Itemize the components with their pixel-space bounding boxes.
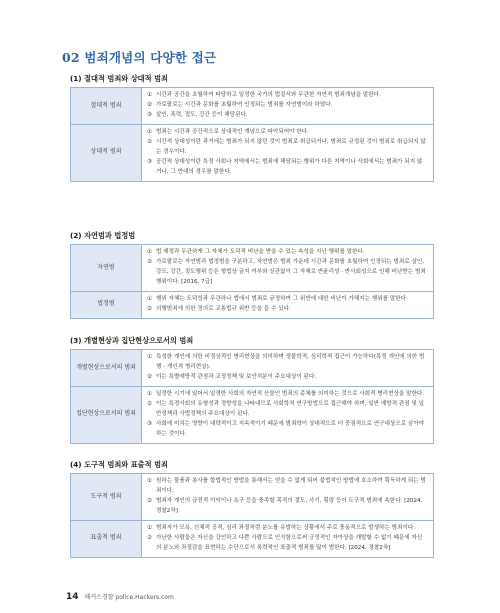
item-text: 이는 특정사회의 유형성과 경향성을 나타내므로 사회학적 연구방법으로 접근해야 하며, 일반 예방적 관점 및 일반정책과 사법정책의 주요대상이 된다. [156, 400, 425, 417]
item-number: ① [147, 128, 153, 135]
row-content [142, 474, 434, 521]
list-item [147, 353, 427, 373]
row-label: 절대적 범죄 [71, 88, 142, 125]
list-item [147, 390, 427, 400]
item-number: ① [147, 92, 153, 98]
item-text: 이는 특별예방적 관점과 교정정책 및 보안처분이 주요대상이 된다. [156, 373, 317, 380]
item-number: ② [147, 373, 153, 380]
row-label: 표출적 범죄 [71, 520, 142, 557]
list-item [147, 91, 427, 101]
item-number: ① [147, 524, 153, 531]
row-content [142, 520, 434, 557]
item-text: 일정한 시기에 있어서 일정한 사회의 자연적 산물인 범죄의 총체를 의미하는 것으로 사회적 병리현상을 말한다. [156, 390, 425, 397]
item-number: ① [147, 249, 153, 255]
item-text: 행위 자체는 도덕성과 무관하나 법에서 범죄로 규정하여 그 위반에 대한 비난이 가해지는 행위를 말한다. [156, 295, 408, 302]
section-heading-absolute-relative: (1) 절대적 범죄와 상대적 범죄 [70, 74, 168, 83]
list-item [147, 305, 427, 315]
table-row [71, 350, 434, 387]
table-row [71, 245, 434, 292]
list-item [147, 248, 427, 258]
table-row [71, 520, 434, 557]
table-row [71, 88, 434, 125]
item-number: ② [147, 534, 153, 541]
row-label: 도구적 범죄 [71, 474, 142, 521]
page-number: 14 [66, 592, 79, 602]
table-row [71, 124, 434, 181]
item-number: ③ [147, 158, 153, 165]
list-item [147, 400, 427, 420]
item-text: 의행범죄에 의한 정의로 교통법규 위반 등을 들 수 있다. [156, 305, 291, 312]
list-item [147, 158, 427, 178]
list-item [147, 101, 427, 111]
list-item [147, 138, 427, 158]
row-content [142, 350, 434, 387]
list-item [147, 373, 427, 383]
row-label: 법정범 [71, 291, 142, 318]
item-text: 시간적 상대성이란 과거에는 범죄가 되지 않던 것이 범죄로 취급되거나, 범죄로 규정된 것이 범죄로 취급되지 않는 경우이다. [156, 138, 426, 155]
table-natural-statutory-crime [70, 244, 434, 319]
item-text: 사회에 미치는 영향이 대략적이고 지속적이기 때문에 범죄학이 상대적으로 더 중점적으로 연구대상으로 삼아야 하는 것이다. [156, 420, 425, 437]
row-content [142, 386, 434, 443]
item-number: ③ [147, 111, 153, 118]
table-row [71, 474, 434, 521]
item-number: ② [147, 497, 153, 504]
item-number: ② [147, 305, 153, 312]
item-number: ① [147, 354, 153, 360]
list-item [147, 524, 427, 534]
section-heading-individual-collective: (3) 개별현상과 집단현상으로서의 범죄 [70, 336, 194, 345]
table-row [71, 291, 434, 318]
item-number: ② [147, 138, 153, 145]
item-number: ③ [147, 420, 153, 427]
row-label: 상대적 범죄 [71, 124, 142, 181]
item-number: ② [147, 258, 153, 265]
table-row [71, 386, 434, 443]
section-heading-natural-statutory: (2) 자연범과 법정범 [70, 231, 136, 240]
item-text: 공간적 상대성이란 특정 사회나 지역에서는 범죄에 해당되는 행위가 다른 지역이나 사회에서는 범죄가 되지 않거나, 그 반대의 경우를 말한다. [156, 158, 423, 175]
item-text: 가로팔로는 시간과 문화를 초월하여 인정되는 범죄를 자연범이라 하였다. [156, 101, 333, 108]
list-item [147, 420, 427, 440]
table-absolute-relative-crime [70, 87, 434, 182]
table-instrumental-expressive-crime [70, 473, 434, 558]
item-number: ② [147, 400, 153, 407]
item-text: 시간과 공간을 초월하여 타당하고 일정한 국가의 법질서와 무관한 자연적 범죄개념을 말한다. [156, 92, 381, 98]
row-label: 자연범 [71, 245, 142, 292]
footer-publisher: 해커스경찰 police.Hackers.com [84, 594, 174, 601]
table-individual-collective-crime [70, 349, 434, 444]
item-text: 살인, 폭력, 절도, 강간 등이 해당된다. [156, 111, 248, 118]
item-number: ① [147, 478, 153, 484]
item-number: ① [147, 295, 153, 302]
row-content [142, 245, 434, 292]
list-item [147, 534, 427, 554]
item-text: 범죄는 시간과 공간적으로 상대적인 개념으로 파악되어야 한다. [156, 128, 309, 135]
section-heading-instrumental-expressive: (4) 도구적 범죄와 표출적 범죄 [70, 460, 168, 469]
page-title: 02 범죄개념의 다양한 접근 [62, 50, 217, 65]
row-content [142, 124, 434, 181]
item-number: ② [147, 101, 153, 108]
list-item [147, 295, 427, 305]
item-text: 특정한 개인에 의한 비정상적인 병리현상을 의미하며 생물학적, 심리학적 접근이 가능하다(특정 개인에 의한 범행 - 개인적 병리현상). [156, 354, 425, 370]
item-text: 범죄자가 모욕, 신체적 공격, 심리 좌절처럼 분노를 유발하는 상황에서 주로 충동적으로 발생하는 범죄이다. [156, 524, 416, 531]
item-text: 원하는 물품과 봉사를 합법적인 방법을 통해서는 얻을 수 없게 되어 불법적인 방법에 호소하여 획득하게 되는 범죄이다. [156, 478, 426, 494]
item-text: 가난한 사람들은 자신을 강인하고 나쁜 사람으로 인식함으로써 긍정적인 자아상을 개발할 수 없기 때문에 자신의 분노와 좌절감을 표현하는 수단으로서 폭력적인 표출적 범죄를 많이 범한다. [2024. 경찰2차] [156, 534, 423, 551]
list-item [147, 111, 427, 121]
row-label: 집단현상으로서의 범죄 [71, 386, 142, 443]
item-text: 가로팔로는 자연범과 법정범을 구분하고, 자연범은 범죄 가운데 시간과 문화를 초월하여 인정되는 범죄로 살인, 강도, 강간, 절도행위 등은 형법상 금지 여부와 상관없이 그 자체로 반윤리성 · 반사회성으로 인해 비난받는 범죄행위이다. [2016. 7급] [156, 258, 426, 285]
list-item [147, 128, 427, 138]
item-text: 법 제정과 무관하게 그 자체가 도덕적 비난을 받을 수 있는 속성을 지닌 행위를 말한다. [156, 249, 365, 255]
item-number: ① [147, 390, 153, 397]
item-text: 범죄자 개인의 금전적 이익이나 욕구 등을 충족할 목적의 절도, 사기, 횡령 등이 도구적 범죄에 속한다. [2024. 경찰2차] [156, 497, 423, 514]
row-content [142, 291, 434, 318]
row-content [142, 88, 434, 125]
list-item [147, 477, 427, 497]
list-item [147, 258, 427, 288]
page-footer [66, 592, 174, 602]
row-label: 개별현상으로서의 범죄 [71, 350, 142, 387]
list-item [147, 497, 427, 517]
